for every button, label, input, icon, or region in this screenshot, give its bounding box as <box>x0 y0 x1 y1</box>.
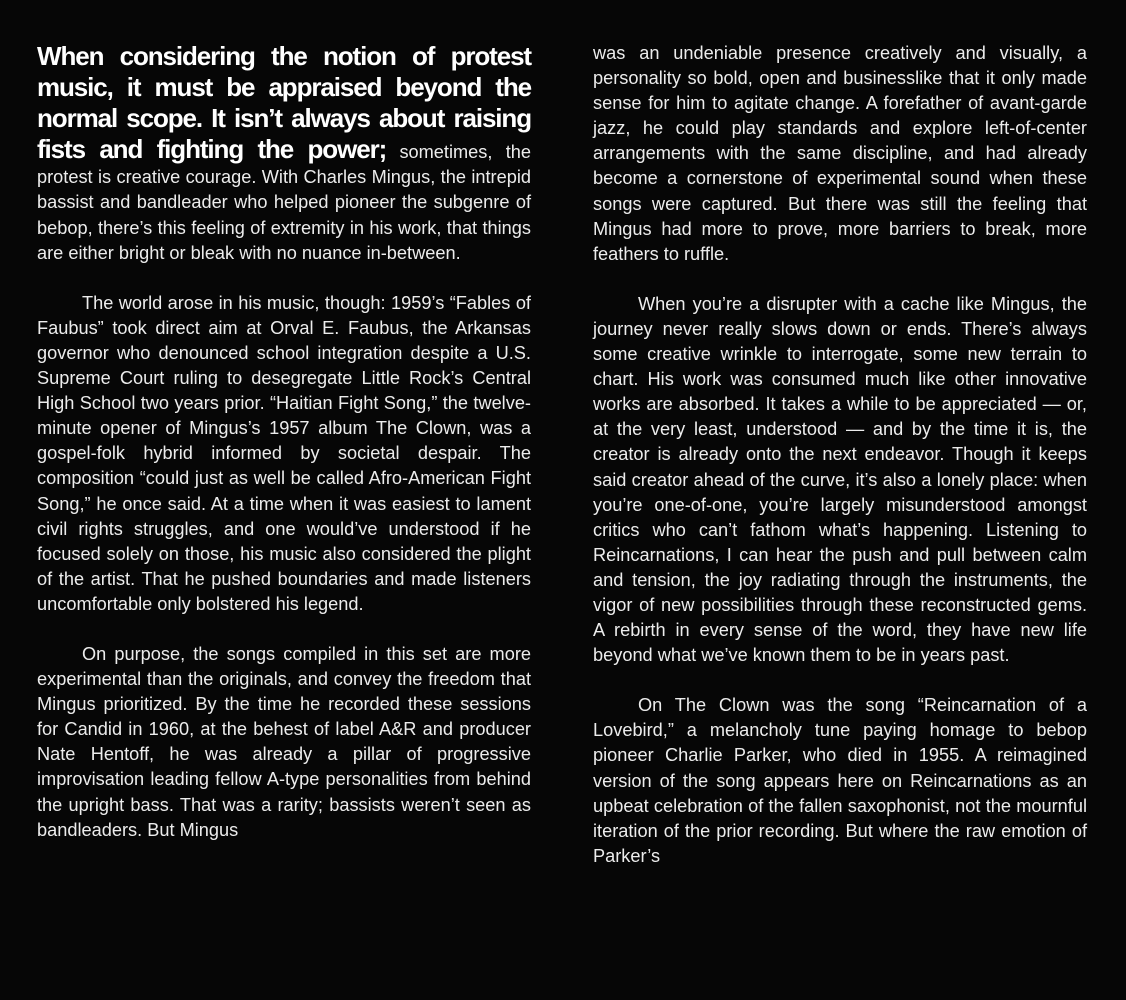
paragraph-world-arose: The world arose in his music, though: 1959’s “Fables of Faubus” took direct aim at Orval E. Faubus, the Arkansas governor who denounced school integration despite a U.S. Supreme Court ruling to desegregate Little Rock’s Central High School two years prior. “Haitian Fight Song,” the twelve-minute opener of Mingus’s 1957 album The Clown, was a gospel-folk hybrid informed by societal despair. The composition “could just as well be called Afro-American Fight Song,” he once said. At a time when it was easiest to lament civil rights struggles, and one would’ve understood if he focused solely on those, his music also considered the plight of the artist. That he pushed boundaries and made listeners uncomfortable only bolstered his legend. <box>37 292 531 614</box>
left-column <box>37 41 531 843</box>
paragraph-on-purpose: On purpose, the songs compiled in this set are more experimental than the originals, and convey the freedom that Mingus prioritized. By the time he recorded these sessions for Candid in 1960, at the behest of label A&R and producer Nate Hentoff, he was already a pillar of progressive improvisation leading fellow A-type personalities from behind the upright bass. That was a rarity; bassists weren’t seen as bandleaders. But Mingus <box>37 643 531 840</box>
opening-paragraph <box>37 41 531 266</box>
paragraph-continuation: was an undeniable presence creatively and visually, a personality so bold, open and businesslike that it only made sense for him to agitate change. A forefather of avant-garde jazz, he could play standards and explore left-of-center arrangements with the same discipline, and had already become a cornerstone of experimental sound when these songs were captured. But there was still the feeling that Mingus had more to prove, more barriers to break, more feathers to ruffle. <box>593 43 1087 264</box>
right-column <box>593 41 1087 869</box>
paragraph-the-clown: On The Clown was the song “Reincarnation of a Lovebird,” a melancholy tune paying homage to bebop pioneer Charlie Parker, who died in 1955. A reimagined version of the song appears here on Reincarnations as an upbeat celebration of the fallen saxophonist, not the mournful iteration of the prior recording. But where the raw emotion of Parker’s <box>593 695 1087 866</box>
opening-paragraph-continuation: sometimes, the protest is creative courage. With Charles Mingus, the intrepid bassist and bandleader who helped pioneer the subgenre of bebop, there’s this feeling of extremity in his work, that things are either bright or bleak with no nuance in-between. <box>37 142 531 263</box>
paragraph-disrupter: When you’re a disrupter with a cache like Mingus, the journey never really slows down or ends. There’s always some creative wrinkle to interrogate, some new terrain to chart. His work was consumed much like other innovative works are absorbed. It takes a while to be appreciated — or, at the very least, understood — and by the time it is, the creator is already onto the next endeavor. Though it keeps said creator ahead of the curve, it’s also a lonely place: when you’re one-of-one, you’re largely misunderstood amongst critics who can’t fathom what’s happening. Listening to Reincarnations, I can hear the push and pull between calm and tension, the joy radiating through the instruments, the vigor of new possibilities through these reconstructed gems. A rebirth in every sense of the word, they have new life beyond what we’ve known them to be in years past. <box>593 293 1087 666</box>
lead-sentence: When considering the notion of protest music, it must be appraised beyond the normal scope. It isn’t always about raising fists and fighting the power; <box>37 41 531 165</box>
